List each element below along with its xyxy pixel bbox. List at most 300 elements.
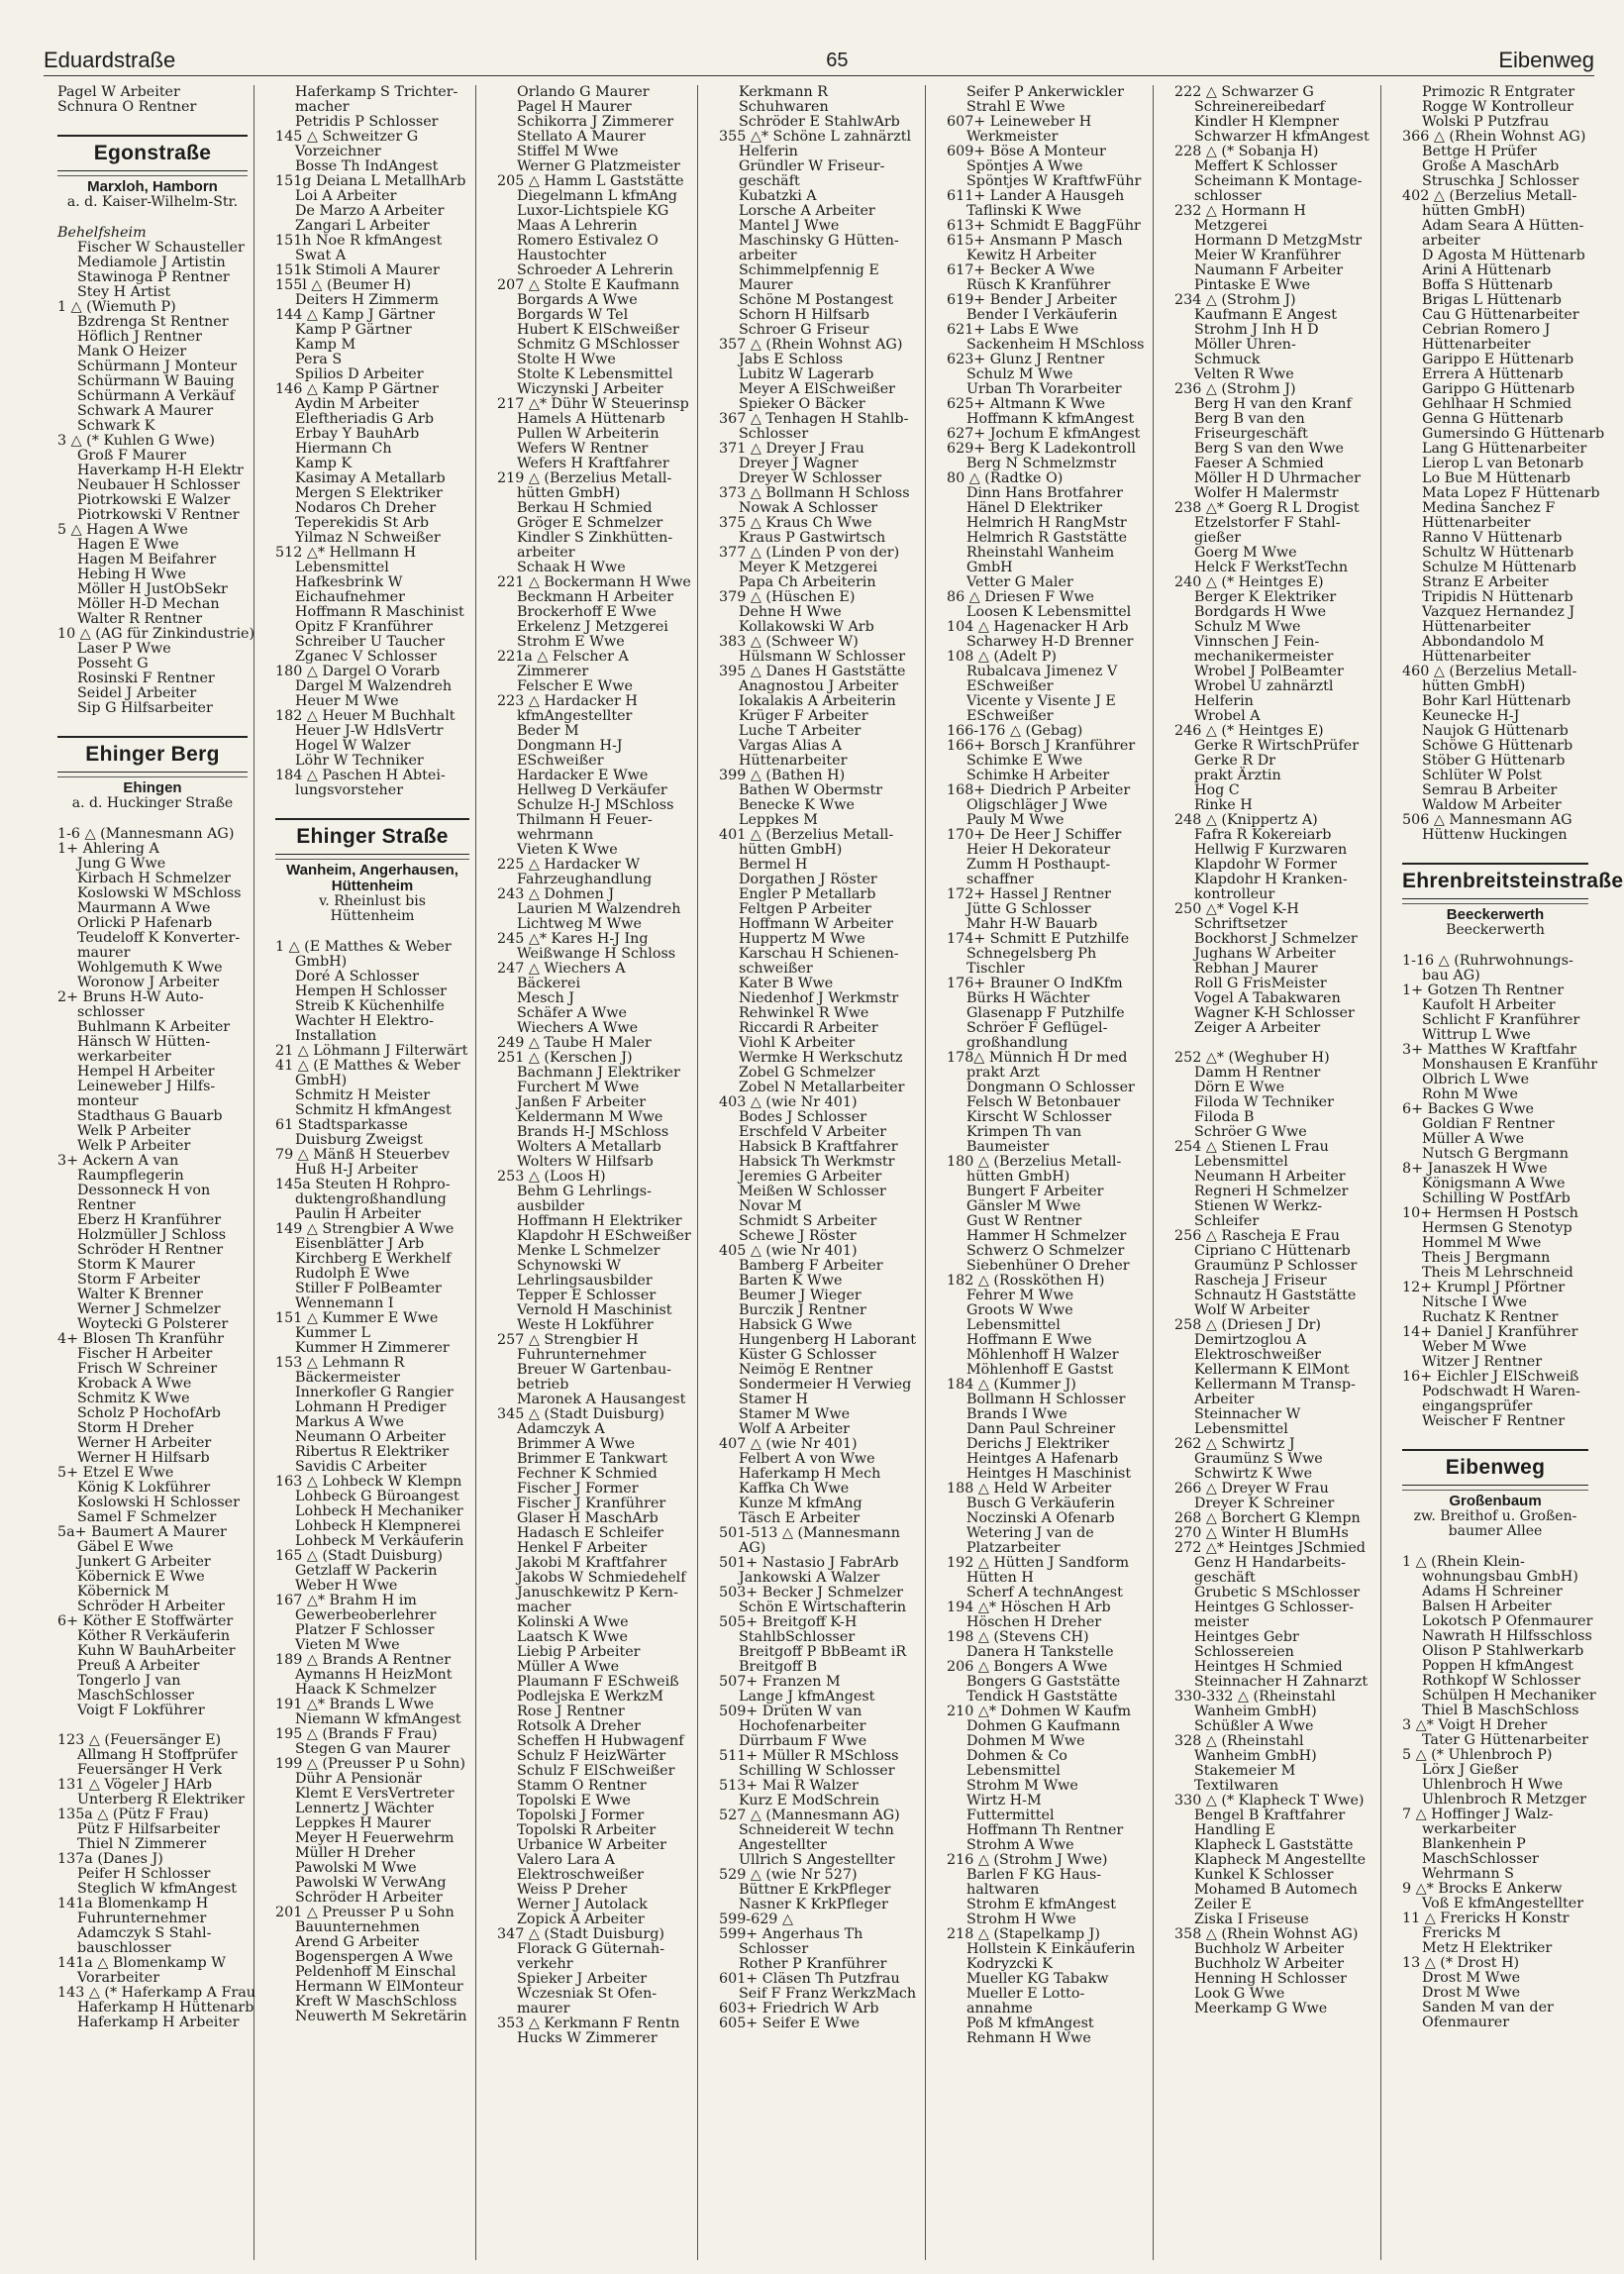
column-6 bbox=[1161, 85, 1381, 2260]
resident-entry: Janßen F Arbeiter bbox=[517, 1094, 647, 1110]
house-number-entry: 619+ Bender J Arbeiter bbox=[947, 292, 1117, 308]
resident-entry: Meyer H Feuerwehrm bbox=[295, 1830, 455, 1846]
resident-entry: Höflich J Rentner bbox=[77, 329, 202, 345]
resident-entry: Kaufmann E Angest bbox=[1194, 307, 1337, 323]
resident-entry: Raumpflegerin bbox=[77, 1168, 184, 1184]
resident-entry: Glasenapp F Putzhilfe bbox=[966, 1005, 1125, 1021]
resident-entry: Pawolski M Wwe bbox=[295, 1860, 417, 1876]
street-location-note: a. d. Kaiser-Wilhelm-Str. bbox=[66, 194, 239, 210]
resident-entry: Schimmelpfennig E bbox=[739, 262, 879, 278]
resident-entry: Riccardi R Arbeiter bbox=[739, 1020, 878, 1036]
resident-entry: Ziska I Friseuse bbox=[1194, 1912, 1309, 1927]
resident-entry: Woronow J Arbeiter bbox=[77, 975, 220, 990]
resident-entry: Hogel W Walzer bbox=[295, 738, 411, 754]
house-number-entry: 3 △ (* Kuhlen G Wwe) bbox=[57, 433, 215, 449]
resident-entry: Bettge H Prüfer bbox=[1422, 144, 1537, 159]
house-number-entry: 7 △ Hoffinger J Walz- bbox=[1402, 1807, 1554, 1822]
resident-entry: Schröder H Arbeiter bbox=[295, 1890, 443, 1906]
resident-entry: Noczinski A Ofenarb bbox=[966, 1510, 1115, 1526]
resident-entry: Schnegelsberg Ph bbox=[966, 946, 1097, 962]
resident-entry: Garippo G Hüttenarb bbox=[1422, 381, 1575, 397]
resident-entry: Weißwange H Schloss bbox=[517, 946, 676, 962]
resident-entry: Schmitz H kfmAngest bbox=[295, 1102, 452, 1118]
house-number-entry: 367 △ Tenhagen H Stahlb- bbox=[719, 411, 909, 427]
resident-entry: Florack G Güternah- bbox=[517, 1941, 665, 1957]
resident-entry: Romero Estivalez O bbox=[517, 233, 659, 249]
resident-entry: Köther R Verkäuferin bbox=[77, 1628, 231, 1644]
house-number-entry: 507+ Franzen M bbox=[719, 1674, 841, 1690]
resident-entry: Schröder H Rentner bbox=[77, 1242, 224, 1258]
resident-entry: Kellermann K ElMont bbox=[1194, 1362, 1350, 1378]
resident-entry: Berg N Schmelzmstr bbox=[966, 456, 1117, 471]
house-number-entry: 529 △ (wie Nr 527) bbox=[719, 1867, 858, 1883]
resident-entry: Mueller E Lotto- bbox=[966, 1986, 1085, 2002]
house-number-entry: 153 △ Lehmann R bbox=[275, 1355, 405, 1371]
house-number-entry: 199 △ (Preusser P u Sohn) bbox=[275, 1756, 465, 1772]
resident-entry: Lorsche A Arbeiter bbox=[739, 203, 875, 219]
resident-entry: Schriftsetzer bbox=[1194, 916, 1287, 932]
resident-entry: Medina Sanchez F bbox=[1422, 500, 1556, 516]
resident-entry: prakt Ärztin bbox=[1194, 768, 1281, 783]
house-number-entry: 145a Steuten H Rohpro- bbox=[275, 1177, 451, 1192]
resident-entry: Vieten M Wwe bbox=[295, 1637, 400, 1653]
resident-entry: Novar M bbox=[739, 1198, 802, 1214]
resident-entry: De Marzo A Arbeiter bbox=[295, 203, 445, 219]
resident-entry: Wolters A Metallarb bbox=[517, 1139, 661, 1155]
resident-entry: Wefers H Kraftfahrer bbox=[517, 456, 669, 471]
resident-entry: Loosen K Lebensmittel bbox=[966, 604, 1132, 620]
resident-entry: Stegen G van Maurer bbox=[295, 1741, 451, 1757]
resident-entry: Kunze M kfmAng bbox=[739, 1496, 863, 1511]
resident-entry: Schilling W Schlosser bbox=[739, 1763, 895, 1779]
house-number-entry: 225 △ Hardacker W bbox=[497, 857, 641, 873]
resident-entry: Wrobel U zahnärztl bbox=[1194, 678, 1334, 694]
resident-entry: MaschSchlosser bbox=[77, 1688, 194, 1704]
resident-entry: Nawrath H Hilfsschloss bbox=[1422, 1628, 1592, 1644]
resident-entry: Wefers W Rentner bbox=[517, 441, 649, 457]
house-number-entry: 330 △ (* Klapheck T Wwe) bbox=[1174, 1793, 1365, 1809]
house-number-entry: 3 △* Voigt H Dreher bbox=[1402, 1717, 1548, 1733]
resident-entry: Weischer F Rentner bbox=[1422, 1413, 1566, 1429]
resident-entry: Vieten K Wwe bbox=[517, 842, 618, 858]
resident-entry: Klapheck M Angestellte bbox=[1194, 1852, 1367, 1868]
resident-entry: Dehne H Wwe bbox=[739, 604, 842, 620]
resident-entry: Huß H-J Arbeiter bbox=[295, 1162, 418, 1178]
resident-entry: Feltgen P Arbeiter bbox=[739, 901, 871, 917]
house-number-entry: 1 △ (Wiemuth P) bbox=[57, 299, 176, 315]
resident-entry: Brands I Wwe bbox=[966, 1406, 1067, 1422]
resident-entry: Kollakowski W Arb bbox=[739, 619, 874, 635]
house-number-entry: 222 △ Schwarzer G bbox=[1174, 84, 1314, 100]
resident-entry: Dürrbaum F Wwe bbox=[739, 1733, 867, 1749]
resident-entry: Mata Lopez F Hüttenarb bbox=[1422, 485, 1600, 501]
resident-entry: Arbeiter bbox=[1194, 1392, 1255, 1407]
resident-entry: lungsvorsteher bbox=[295, 782, 404, 798]
resident-entry: Stolte H Wwe bbox=[517, 352, 616, 367]
resident-entry: Danera H Tankstelle bbox=[966, 1644, 1114, 1660]
house-number-entry: 79 △ Mänß H Steuerbev bbox=[275, 1147, 450, 1163]
resident-entry: Nodaros Ch Dreher bbox=[295, 500, 437, 516]
house-number-entry: 353 △ Kerkmann F Rentn bbox=[497, 2016, 680, 2031]
resident-entry: Höschen H Dreher bbox=[966, 1614, 1102, 1630]
resident-entry: Kroback A Wwe bbox=[77, 1376, 192, 1392]
house-number-entry: 80 △ (Radtke O) bbox=[947, 470, 1064, 486]
house-number-entry: 5 △ (* Uhlenbroch P) bbox=[1402, 1747, 1553, 1763]
street-heading bbox=[57, 736, 248, 773]
resident-entry: Ofenmaurer bbox=[1422, 2015, 1510, 2030]
house-number-entry: 1-16 △ (Ruhrwohnungs- bbox=[1402, 953, 1573, 969]
resident-entry: Pawolski W VerwAng bbox=[295, 1875, 447, 1891]
resident-entry: Bäckermeister bbox=[295, 1370, 400, 1386]
house-number-entry: 238 △* Goerg R L Drogist bbox=[1174, 500, 1360, 516]
resident-entry: Mohamed B Automech bbox=[1194, 1882, 1358, 1898]
resident-entry: Schneidereit W techn bbox=[739, 1822, 894, 1838]
resident-entry: Werkmeister bbox=[966, 129, 1059, 145]
resident-entry: Möller H-D Mechan bbox=[77, 596, 220, 612]
resident-entry: Dongmann H-J bbox=[517, 738, 623, 754]
resident-entry: Bathen W Obermstr bbox=[739, 782, 883, 798]
resident-entry: Look G Wwe bbox=[1194, 1986, 1285, 2002]
resident-entry: Friseurgeschäft bbox=[1194, 426, 1308, 442]
resident-entry: Neimög E Rentner bbox=[739, 1362, 873, 1378]
resident-entry: Anagnostou J Arbeiter bbox=[739, 678, 899, 694]
resident-entry: Wolf W Arbeiter bbox=[1194, 1302, 1310, 1318]
resident-entry: Erbay Y BauhArb bbox=[295, 426, 420, 442]
resident-entry: Borgards W Tel bbox=[517, 307, 629, 323]
resident-entry: Hempen H Schlosser bbox=[295, 983, 448, 999]
resident-entry: Urbanice W Arbeiter bbox=[517, 1837, 666, 1853]
resident-entry: Kurz E ModSchrein bbox=[739, 1793, 879, 1809]
resident-entry: hütten GmbH) bbox=[1422, 678, 1526, 694]
resident-entry: Schwark A Maurer bbox=[77, 403, 214, 419]
resident-entry: Maschinsky G Hütten- bbox=[739, 233, 899, 249]
resident-entry: Klapdohr H ESchweißer bbox=[517, 1228, 691, 1244]
house-number-entry: Schnura O Rentner bbox=[57, 99, 197, 115]
resident-entry: Aydin M Arbeiter bbox=[295, 396, 419, 412]
resident-entry: Nowak A Schlosser bbox=[739, 500, 878, 516]
header-right: Eibenweg bbox=[1498, 48, 1594, 72]
resident-entry: Junkert G Arbeiter bbox=[77, 1554, 211, 1570]
resident-entry: Boffa S Hüttenarb bbox=[1422, 277, 1554, 293]
resident-entry: Goldian F Rentner bbox=[1422, 1116, 1555, 1132]
resident-entry: Schwirtz K Wwe bbox=[1194, 1466, 1313, 1482]
resident-entry: Uhlenbroch R Metzger bbox=[1422, 1792, 1586, 1808]
resident-entry: Schmitz K Wwe bbox=[77, 1391, 190, 1406]
resident-entry: Strohm H Wwe bbox=[966, 1912, 1076, 1927]
resident-entry: Kubatzki A bbox=[739, 188, 817, 204]
resident-entry: Monshausen E Kranführ bbox=[1422, 1057, 1598, 1073]
resident-entry: Kerkmann R bbox=[739, 84, 829, 100]
resident-entry: Wrobel A bbox=[1194, 708, 1261, 724]
resident-entry: Klapdohr H Kranken- bbox=[1194, 872, 1348, 887]
resident-entry: Vernold H Maschinist bbox=[517, 1302, 672, 1318]
resident-entry: Haferkamp H Arbeiter bbox=[77, 2015, 240, 2030]
house-number-entry: 347 △ (Stadt Duisburg) bbox=[497, 1926, 664, 1942]
resident-entry: Helferin bbox=[1194, 693, 1254, 709]
house-number-entry: 108 △ (Adelt P) bbox=[947, 649, 1057, 665]
resident-entry: Faeser A Schmied bbox=[1194, 456, 1324, 471]
resident-entry: betrieb bbox=[517, 1377, 569, 1393]
resident-entry: Zumm H Posthaupt- bbox=[966, 857, 1111, 873]
resident-entry: Walter K Brenner bbox=[77, 1287, 203, 1302]
resident-entry: Hamels A Hüttenarb bbox=[517, 411, 665, 427]
house-number-entry: 601+ Cläsen Th Putzfrau bbox=[719, 1971, 900, 1987]
house-number-entry: 3+ Ackern A van bbox=[57, 1153, 179, 1169]
resident-entry: Hoffmann K kfmAngest bbox=[966, 411, 1135, 427]
resident-entry: Duisburg Zweigst bbox=[295, 1132, 423, 1148]
resident-entry: Doré A Schlosser bbox=[295, 969, 419, 984]
resident-entry: Metz H Elektriker bbox=[1422, 1940, 1553, 1956]
house-number-entry: 201 △ Preusser P u Sohn bbox=[275, 1905, 455, 1920]
resident-entry: Januschkewitz P Kern- bbox=[517, 1585, 678, 1601]
resident-entry: Schulz F HeizWärter bbox=[517, 1748, 666, 1764]
resident-entry: Swat A bbox=[295, 248, 347, 263]
resident-entry: werkarbeiter bbox=[1422, 1821, 1516, 1837]
resident-entry: Lohbeck G Büroangest bbox=[295, 1489, 459, 1504]
resident-entry: Felscher E Wwe bbox=[517, 678, 633, 694]
resident-entry: Dohmen & Co bbox=[966, 1748, 1067, 1764]
house-number-entry: 1-6 △ (Mannesmann AG) bbox=[57, 826, 235, 842]
resident-entry: Innerkofler G Rangier bbox=[295, 1385, 454, 1400]
resident-entry: Struschka J Schlosser bbox=[1422, 173, 1579, 189]
resident-entry: bau AG) bbox=[1422, 968, 1480, 983]
resident-entry: Heintges H Schmied bbox=[1194, 1659, 1343, 1675]
resident-entry: Wiczynski J Arbeiter bbox=[517, 381, 663, 397]
resident-entry: Vorarbeiter bbox=[77, 1970, 160, 1986]
resident-entry: Schäfer A Wwe bbox=[517, 1005, 627, 1021]
house-number-entry: 383 △ (Schweer W) bbox=[719, 634, 859, 650]
resident-entry: Wiechers A Wwe bbox=[517, 1020, 639, 1036]
house-number-entry: 191 △* Brands L Wwe bbox=[275, 1697, 435, 1712]
resident-entry: Strohm J Inh H D bbox=[1194, 322, 1319, 338]
resident-entry: Wetering J van de bbox=[966, 1525, 1094, 1541]
resident-entry: Gröger E Schmelzer bbox=[517, 515, 663, 531]
house-number-entry: 131 △ Vögeler J HArb bbox=[57, 1777, 213, 1793]
house-number-entry: 189 △ Brands A Rentner bbox=[275, 1652, 452, 1668]
resident-entry: Hog C bbox=[1194, 782, 1240, 798]
house-number-entry: 188 △ Held W Arbeiter bbox=[947, 1481, 1112, 1497]
resident-entry: Keunecke H-J bbox=[1422, 708, 1520, 724]
group-label: Behelfsheim bbox=[57, 225, 147, 241]
resident-entry: Kirchberg E Werkhelf bbox=[295, 1251, 452, 1267]
district-name: Ehingen bbox=[57, 776, 248, 796]
resident-entry: Jakobs W Schmiedehelf bbox=[517, 1570, 686, 1586]
house-number-entry: 41 △ (E Matthes & Weber bbox=[275, 1058, 460, 1074]
resident-entry: Getzlaff W Packerin bbox=[295, 1563, 438, 1579]
resident-entry: Nutsch G Bergmann bbox=[1422, 1146, 1569, 1162]
resident-entry: Hadasch E Schleifer bbox=[517, 1525, 663, 1541]
resident-entry: Wanheim GmbH) bbox=[1194, 1704, 1317, 1719]
resident-entry: Maurer bbox=[739, 277, 793, 293]
resident-entry: Zobel N Metallarbeiter bbox=[739, 1080, 905, 1095]
resident-entry: Deiters H Zimmerm bbox=[295, 292, 439, 308]
resident-entry: Rehmann H Wwe bbox=[966, 2030, 1091, 2046]
resident-entry: Topolski E Wwe bbox=[517, 1793, 631, 1809]
resident-entry: Berkau H Schmied bbox=[517, 500, 653, 516]
resident-entry: Regneri H Schmelzer bbox=[1194, 1184, 1349, 1199]
resident-entry: Kunkel K Schlosser bbox=[1194, 1867, 1334, 1883]
resident-entry: Schlosser bbox=[739, 426, 809, 442]
resident-entry: Schikorra J Zimmerer bbox=[517, 114, 674, 130]
resident-entry: Jakobi M Kraftfahrer bbox=[517, 1555, 667, 1571]
resident-entry: Diegelmann L kfmAng bbox=[517, 188, 677, 204]
resident-entry: Werner H Arbeiter bbox=[77, 1435, 212, 1451]
resident-entry: Petridis P Schlosser bbox=[295, 114, 439, 130]
resident-entry: Lebensmittel bbox=[1194, 1154, 1288, 1170]
resident-entry: Hüttenw Huckingen bbox=[1422, 827, 1568, 843]
house-number-entry: 234 △ (Strohm J) bbox=[1174, 292, 1296, 308]
resident-entry: Furchert M Wwe bbox=[517, 1080, 640, 1095]
resident-entry: Topolski J Former bbox=[517, 1808, 645, 1823]
resident-entry: Pullen W Arbeiterin bbox=[517, 426, 660, 442]
resident-entry: Rebhan J Maurer bbox=[1194, 961, 1318, 977]
resident-entry: Pauly M Wwe bbox=[966, 812, 1065, 828]
resident-entry: Lierop L van Betonarb bbox=[1422, 456, 1584, 471]
resident-entry: Helck F WerkstTechn bbox=[1194, 560, 1349, 575]
resident-entry: Dessonneck H von bbox=[77, 1183, 211, 1198]
resident-entry: Sip G Hilfsarbeiter bbox=[77, 700, 213, 716]
resident-entry: Glaser H MaschArb bbox=[517, 1510, 659, 1526]
house-number-entry: 151g Deiana L MetallhArb bbox=[275, 173, 466, 189]
resident-entry: Wittrup L Wwe bbox=[1422, 1027, 1531, 1043]
resident-entry: Niedenhof J Werkmstr bbox=[739, 990, 899, 1006]
district-name: Großenbaum bbox=[1402, 1490, 1588, 1509]
house-number-entry: 512 △* Hellmann H bbox=[275, 545, 417, 561]
resident-entry: Möller H JustObSekr bbox=[77, 581, 228, 597]
resident-entry: Zimmerer bbox=[517, 664, 589, 679]
house-number-entry: 151k Stimoli A Maurer bbox=[275, 262, 440, 278]
house-number-entry: 216 △ (Strohm J Wwe) bbox=[947, 1852, 1108, 1868]
house-number-entry: 172+ Hassel J Rentner bbox=[947, 886, 1112, 902]
resident-entry: Löhr W Techniker bbox=[295, 753, 424, 769]
resident-entry: Dohmen G Kaufmann bbox=[966, 1718, 1121, 1734]
street-location-note: Beeckerwerth bbox=[1446, 922, 1545, 938]
house-number-entry: 178△ Münnich H Dr med bbox=[947, 1050, 1128, 1066]
house-number-entry: 12+ Krumpl J Pförtner bbox=[1402, 1280, 1566, 1295]
resident-entry: Fuhrunternehmer bbox=[77, 1911, 207, 1926]
resident-entry: Dinn Hans Brotfahrer bbox=[966, 485, 1123, 501]
resident-entry: Stiller F PolBeamter bbox=[295, 1281, 442, 1296]
resident-entry: Kasimay A Metallarb bbox=[295, 470, 446, 486]
resident-entry: maurer bbox=[517, 2001, 570, 2016]
resident-entry: Zobel G Schmelzer bbox=[739, 1065, 875, 1081]
resident-entry: Fechner K Schmied bbox=[517, 1466, 658, 1482]
resident-entry: Henkel F Arbeiter bbox=[517, 1540, 648, 1556]
resident-entry: Neumann H Arbeiter bbox=[1194, 1169, 1346, 1185]
resident-entry: Werner J Autolack bbox=[517, 1897, 648, 1912]
resident-entry: Storm H Dreher bbox=[77, 1420, 194, 1436]
resident-entry: Lubitz W Lagerarb bbox=[739, 366, 874, 382]
resident-entry: Wolski P Putzfrau bbox=[1422, 114, 1550, 130]
resident-entry: schlosser bbox=[1194, 188, 1262, 204]
resident-entry: Rubalcava Jimenez V bbox=[966, 664, 1118, 679]
resident-entry: Adam Seara A Hütten- bbox=[1422, 218, 1584, 234]
house-number-entry: 167 △* Brahm H im bbox=[275, 1593, 417, 1608]
resident-entry: Lohbeck M Verkäuferin bbox=[295, 1533, 464, 1549]
resident-entry: Fischer J Kranführer bbox=[517, 1496, 666, 1511]
resident-entry: Kuhn W BauhArbeiter bbox=[77, 1643, 236, 1659]
resident-entry: Dreyer K Schreiner bbox=[1194, 1496, 1335, 1511]
resident-entry: Hüttenarbeiter bbox=[1422, 515, 1531, 531]
resident-entry: Schmitz G MSchlosser bbox=[517, 337, 679, 353]
resident-entry: Rudolph E Wwe bbox=[295, 1266, 410, 1282]
resident-entry: Angestellter bbox=[739, 1837, 827, 1853]
resident-entry: Schön E Wirtschafterin bbox=[739, 1600, 907, 1615]
district-name: Marxloh, Hamborn bbox=[57, 175, 248, 195]
resident-entry: Lichtweg M Wwe bbox=[517, 916, 642, 932]
resident-entry: Vorzeichner bbox=[295, 144, 381, 159]
resident-entry: Wrobel J PolBeamter bbox=[1194, 664, 1344, 679]
house-number-entry: 511+ Müller R MSchloss bbox=[719, 1748, 899, 1764]
resident-entry: Neuwerth M Sekretärin bbox=[295, 2009, 467, 2024]
house-number-entry: 268 △ Borchert G Klempn bbox=[1174, 1510, 1361, 1526]
resident-entry: Beckmann H Arbeiter bbox=[517, 589, 674, 605]
house-number-entry: 86 △ Driesen F Wwe bbox=[947, 589, 1095, 605]
resident-entry: Buchholz W Arbeiter bbox=[1194, 1941, 1345, 1957]
resident-entry: Heier H Dekorateur bbox=[966, 842, 1111, 858]
resident-entry: hütten GmbH) bbox=[517, 485, 621, 501]
resident-entry: Schürmann W Bauing bbox=[77, 373, 235, 389]
house-number-entry: 395 △ Danes H Gaststätte bbox=[719, 664, 906, 679]
resident-entry: macher bbox=[295, 99, 350, 115]
house-number-entry: 246 △ (* Heintges E) bbox=[1174, 723, 1324, 739]
resident-entry: hütten GmbH) bbox=[966, 1169, 1070, 1185]
house-number-entry: 623+ Glunz J Rentner bbox=[947, 352, 1105, 367]
resident-entry: Lange J kfmAngest bbox=[739, 1689, 875, 1705]
street-name: Egonstraße bbox=[93, 142, 212, 164]
resident-entry: Derichs J Elektriker bbox=[966, 1436, 1109, 1452]
resident-entry: Genz H Handarbeits- bbox=[1194, 1555, 1346, 1571]
resident-entry: eingangsprüfer bbox=[1422, 1398, 1533, 1414]
resident-entry: Haverkamp H-H Elektr bbox=[77, 463, 244, 478]
resident-entry: Koslowski H Schlosser bbox=[77, 1495, 240, 1510]
resident-entry: Wczesniak St Ofen- bbox=[517, 1986, 658, 2002]
resident-entry: Dohmen M Wwe bbox=[966, 1733, 1085, 1749]
resident-entry: Büttner E KrkPfleger bbox=[739, 1882, 891, 1898]
resident-entry: ESchweißer bbox=[966, 708, 1054, 724]
resident-entry: macher bbox=[517, 1600, 571, 1615]
resident-entry: Neumann O Arbeiter bbox=[295, 1429, 446, 1445]
resident-entry: Lo Bue M Hüttenarb bbox=[1422, 470, 1571, 486]
resident-entry: Steinnacher H Zahnarzt bbox=[1194, 1674, 1369, 1690]
house-number-entry: 210 △* Dohmen W Kaufm bbox=[947, 1704, 1132, 1719]
resident-entry: Müller A Wwe bbox=[517, 1659, 620, 1675]
resident-entry: maurer bbox=[77, 945, 131, 961]
resident-entry: Hommel M Wwe bbox=[1422, 1235, 1542, 1251]
resident-entry: Hebing H Wwe bbox=[77, 567, 186, 582]
resident-entry: Rheinstahl Wanheim bbox=[966, 545, 1115, 561]
resident-entry: Schultz W Hüttenarb bbox=[1422, 545, 1574, 561]
house-number-entry: 146 △ Kamp P Gärtner bbox=[275, 381, 440, 397]
house-number-entry: 379 △ (Hüschen E) bbox=[719, 589, 856, 605]
resident-entry: Thiel N Zimmerer bbox=[77, 1836, 207, 1852]
resident-entry: Schewe J Röster bbox=[739, 1228, 857, 1244]
resident-entry: Textilwaren bbox=[1194, 1778, 1279, 1794]
resident-entry: Kirscht W Schlosser bbox=[966, 1109, 1112, 1125]
resident-entry: Wohlgemuth K Wwe bbox=[77, 960, 223, 976]
resident-entry: Zeiler E bbox=[1194, 1897, 1252, 1912]
resident-entry: Scheimann K Montage- bbox=[1194, 173, 1363, 189]
resident-entry: Fafra R Kokereiarb bbox=[1194, 827, 1332, 843]
resident-entry: Mank O Heizer bbox=[77, 344, 187, 360]
resident-entry: Mahr H-W Bauarb bbox=[966, 916, 1098, 932]
resident-entry: Tendick H Gaststätte bbox=[966, 1689, 1118, 1705]
resident-entry: Rohn M Wwe bbox=[1422, 1086, 1518, 1102]
house-number-entry: 257 △ Strengbier H bbox=[497, 1332, 639, 1348]
resident-entry: Kindler H Klempner bbox=[1194, 114, 1339, 130]
resident-entry: Zganec V Schlosser bbox=[295, 649, 437, 665]
resident-entry: Abbondandolo M bbox=[1422, 634, 1545, 650]
